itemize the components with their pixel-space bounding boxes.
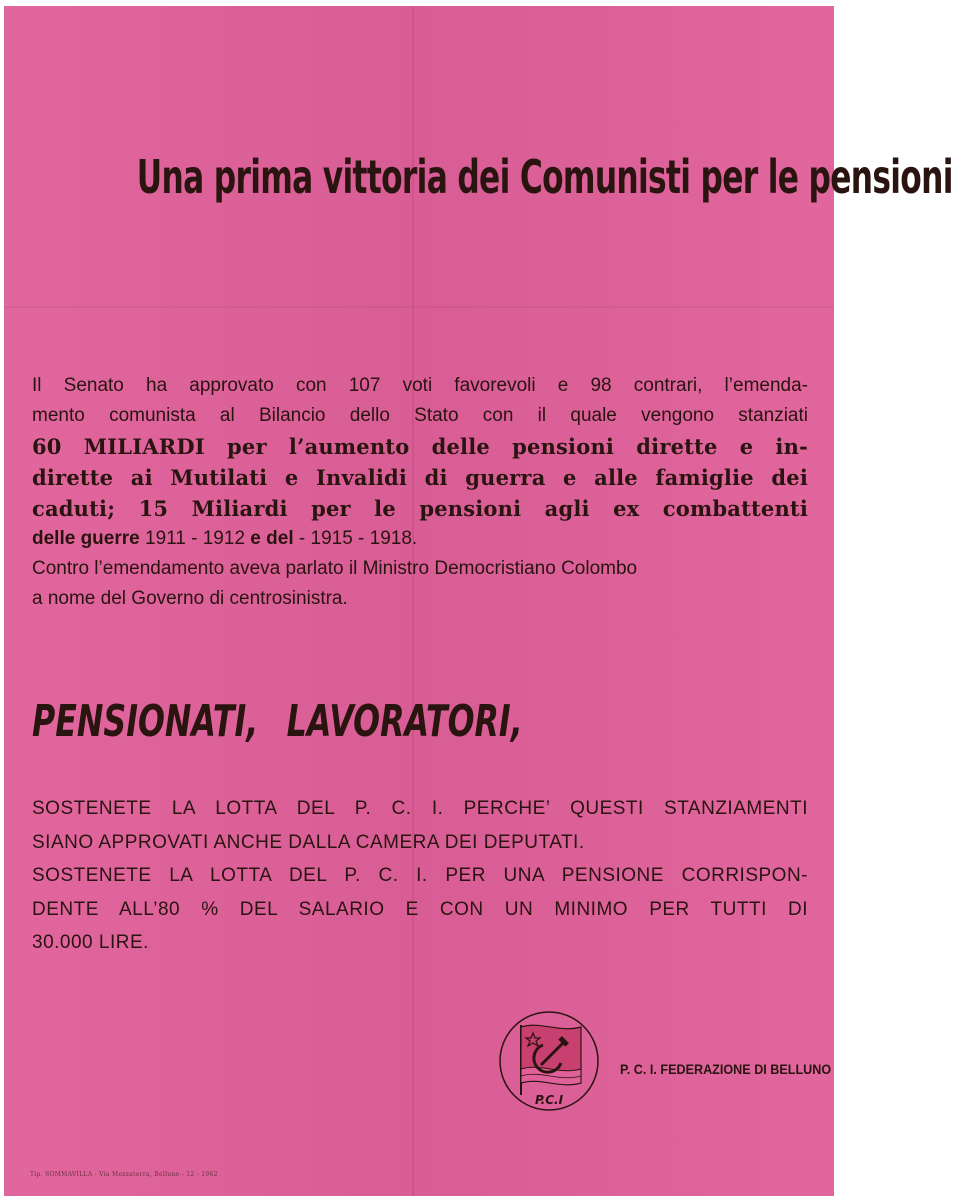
body-line-bold: dirette ai Mutilati e Invalidi di guerra e alle famiglie dei — [32, 465, 808, 490]
headline: Una prima vittoria dei Comunisti per le pensioni — [136, 150, 953, 204]
pci-flag-hammer-sickle-icon — [497, 1009, 601, 1113]
emblem-label: P.C.I — [534, 1093, 564, 1107]
body-line-bold: 60 MILIARDI per l’aumento delle pensioni dirette e in- — [32, 434, 808, 459]
appeal-line: SIANO APPROVATI ANCHE DALLA CAMERA DEI DEPUTATI. — [32, 831, 585, 853]
body-line-bold: caduti; 15 Miliardi per le pensioni agli ex combattenti — [32, 496, 808, 521]
years-first-war: 1911 - 1912 — [145, 528, 246, 549]
appeal-line: DENTE ALL’80 % DEL SALARIO E CON UN MINIMO PER TUTTI DI — [32, 898, 808, 920]
appeal-line: 30.000 LIRE. — [32, 932, 149, 953]
appeal-text — [32, 792, 808, 960]
body-line-years — [32, 524, 808, 554]
years-great-war: - 1915 - 1918. — [298, 528, 418, 549]
appeal-line: SOSTENETE LA LOTTA DEL P. C. I. PERCHE’ QUESTI STANZIAMENTI — [32, 798, 808, 819]
body-line: a nome del Governo di centrosinistra. — [32, 588, 348, 609]
federation-signature: P. C. I. FEDERAZIONE DI BELLUNO — [620, 1061, 832, 1077]
body-text — [32, 371, 808, 614]
years-label-wars: delle guerre — [32, 528, 140, 549]
poster — [4, 6, 953, 1196]
body-line: Contro l’emendamento aveva parlato il Ministro Democristiano Colombo — [32, 558, 638, 579]
fold-line-horizontal — [4, 306, 834, 308]
body-line: mento comunista al Bilancio dello Stato con il quale vengono stanziati — [32, 405, 808, 426]
body-line: Il Senato ha approvato con 107 voti favorevoli e 98 contrari, l’emenda- — [32, 375, 808, 396]
printer-credit: Tip. SOMMAVILLA - Via Mezzaterra, Belluno - 12 - 1962 — [30, 1171, 218, 1178]
appeal-line: SOSTENETE LA LOTTA DEL P. C. I. PER UNA PENSIONE CORRISPON- — [32, 865, 808, 886]
slogan: PENSIONATI, LAVORATORI, — [32, 696, 523, 747]
years-label-and: e del — [250, 528, 294, 549]
